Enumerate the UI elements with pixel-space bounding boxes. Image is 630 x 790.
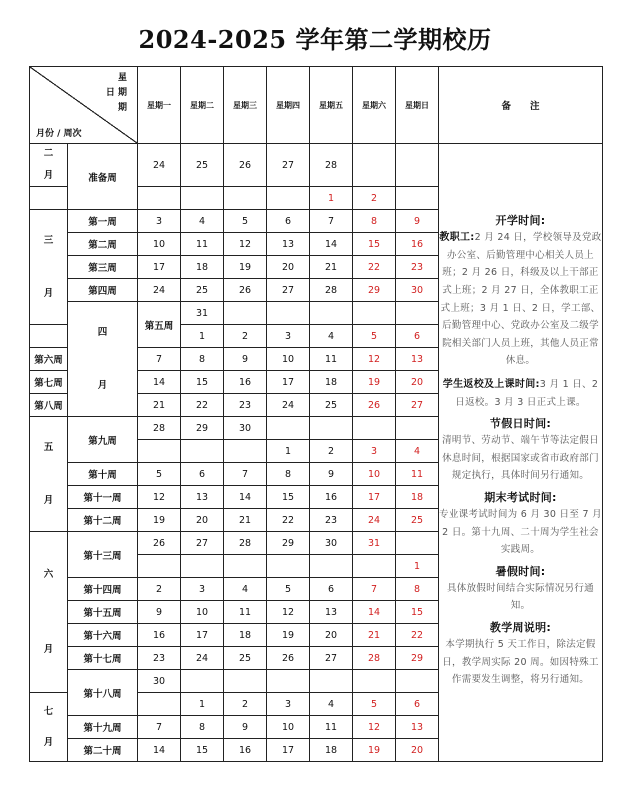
notes-summer-text: 具体放假时间结合实际情况另行通知。 bbox=[446, 582, 594, 612]
month-char: 五 bbox=[43, 441, 54, 453]
date-cell-wed: 9 bbox=[224, 716, 267, 739]
calendar-row bbox=[30, 144, 603, 187]
week-label: 第九周 bbox=[68, 417, 138, 463]
month-char: 七 bbox=[43, 705, 54, 717]
week-label: 第六周 bbox=[30, 348, 68, 371]
date-cell-mon: 14 bbox=[138, 739, 181, 762]
date-cell-mon: 23 bbox=[138, 647, 181, 670]
notes-holiday-title: 节假日时间: bbox=[489, 417, 552, 431]
date-cell-sat: 29 bbox=[353, 279, 396, 302]
date-cell-sun: 16 bbox=[396, 233, 439, 256]
date-cell-fri: 2 bbox=[310, 440, 353, 463]
date-cell-wed: 9 bbox=[224, 348, 267, 371]
date-cell-sat: 19 bbox=[353, 371, 396, 394]
date-cell-fri: 9 bbox=[310, 463, 353, 486]
date-cell-sun bbox=[396, 670, 439, 693]
week-label: 第十周 bbox=[68, 463, 138, 486]
notes-cell bbox=[439, 144, 603, 762]
date-cell-thu bbox=[267, 670, 310, 693]
date-cell-sun: 13 bbox=[396, 348, 439, 371]
notes-summer-title: 暑假时间: bbox=[495, 564, 546, 578]
date-cell-wed bbox=[224, 555, 267, 578]
month-cell-may bbox=[30, 417, 68, 532]
date-cell-tue bbox=[181, 670, 224, 693]
date-cell-sat bbox=[353, 417, 396, 440]
header-day-thu: 星期四 bbox=[267, 67, 310, 144]
week-label: 第十一周 bbox=[68, 486, 138, 509]
date-cell-sun: 25 bbox=[396, 509, 439, 532]
week-label: 第十五周 bbox=[68, 601, 138, 624]
date-cell-mon: 5 bbox=[138, 463, 181, 486]
date-cell-wed: 4 bbox=[224, 578, 267, 601]
month-cell-feb bbox=[30, 144, 68, 187]
header-day-sat: 星期六 bbox=[353, 67, 396, 144]
date-cell-tue: 18 bbox=[181, 256, 224, 279]
date-cell-mon: 2 bbox=[138, 578, 181, 601]
date-cell-wed bbox=[181, 187, 224, 210]
date-cell-wed bbox=[224, 670, 267, 693]
date-cell-sun bbox=[396, 144, 439, 187]
date-cell-fri: 23 bbox=[310, 509, 353, 532]
date-cell-tue: 8 bbox=[181, 348, 224, 371]
date-cell-sat bbox=[353, 555, 396, 578]
date-cell-fri: 16 bbox=[310, 486, 353, 509]
date-cell-tue: 15 bbox=[181, 371, 224, 394]
date-cell-fri: 7 bbox=[310, 210, 353, 233]
date-cell-tue bbox=[138, 187, 181, 210]
date-cell-fri: 4 bbox=[310, 325, 353, 348]
date-cell-thu: 20 bbox=[267, 256, 310, 279]
header-day-sun: 星期日 bbox=[396, 67, 439, 144]
date-cell-sat: 15 bbox=[353, 233, 396, 256]
date-cell-sat: 3 bbox=[353, 440, 396, 463]
date-cell-wed: 28 bbox=[224, 532, 267, 555]
date-cell-sun: 20 bbox=[396, 371, 439, 394]
notes-students-label: 学生返校及上课时间: bbox=[442, 379, 540, 391]
date-cell-mon: 7 bbox=[138, 716, 181, 739]
date-cell-sun: 20 bbox=[396, 739, 439, 762]
date-cell-fri: 21 bbox=[310, 256, 353, 279]
date-cell-fri: 13 bbox=[310, 601, 353, 624]
date-cell-sun: 6 bbox=[396, 693, 439, 716]
date-cell-sun: 15 bbox=[396, 601, 439, 624]
date-cell-fri: 18 bbox=[310, 371, 353, 394]
week-label: 第一周 bbox=[68, 210, 138, 233]
month-cell-jun bbox=[30, 532, 68, 693]
date-cell-sat: 31 bbox=[353, 532, 396, 555]
date-cell-fri bbox=[267, 187, 310, 210]
date-cell-thu: 1 bbox=[267, 440, 310, 463]
month-cell-jul bbox=[30, 693, 68, 762]
date-cell-thu: 5 bbox=[267, 578, 310, 601]
date-cell-sat: 14 bbox=[353, 601, 396, 624]
date-cell-sun: 11 bbox=[396, 463, 439, 486]
date-cell-thu: 12 bbox=[267, 601, 310, 624]
date-cell-thu: 3 bbox=[267, 325, 310, 348]
date-cell-wed: 30 bbox=[224, 417, 267, 440]
date-cell-fri bbox=[310, 555, 353, 578]
date-cell-thu bbox=[267, 555, 310, 578]
week-day-label: 星 日 期 期 bbox=[105, 73, 127, 113]
date-cell-mon: 10 bbox=[138, 233, 181, 256]
date-cell-sat: 22 bbox=[353, 256, 396, 279]
date-cell-mon bbox=[138, 440, 181, 463]
date-cell-sat: 7 bbox=[353, 578, 396, 601]
notes-exam bbox=[439, 489, 602, 559]
date-cell-wed bbox=[224, 440, 267, 463]
date-cell-tue: 1 bbox=[181, 693, 224, 716]
date-cell-mon bbox=[138, 555, 181, 578]
date-cell-sun: 6 bbox=[396, 325, 439, 348]
date-cell-fri: 4 bbox=[310, 693, 353, 716]
date-cell-sat bbox=[353, 670, 396, 693]
date-cell-mon: 9 bbox=[138, 601, 181, 624]
date-cell-wed bbox=[267, 302, 310, 325]
date-cell-mon bbox=[30, 325, 68, 348]
date-cell-sun: 22 bbox=[396, 624, 439, 647]
date-cell-mon: 19 bbox=[138, 509, 181, 532]
date-cell-fri: 20 bbox=[310, 624, 353, 647]
date-cell-fri: 11 bbox=[310, 716, 353, 739]
date-cell-mon bbox=[30, 187, 68, 210]
date-cell-fri bbox=[310, 417, 353, 440]
date-cell-tue: 8 bbox=[181, 716, 224, 739]
month-char: 月 bbox=[43, 643, 54, 655]
notes-start bbox=[439, 212, 602, 370]
date-cell-thu: 10 bbox=[267, 716, 310, 739]
date-cell-tue: 6 bbox=[181, 463, 224, 486]
date-cell-thu: 29 bbox=[267, 532, 310, 555]
date-cell-fri bbox=[310, 670, 353, 693]
date-cell-sat: 5 bbox=[353, 693, 396, 716]
date-cell-mon: 30 bbox=[138, 670, 181, 693]
date-cell-sun: 1 bbox=[396, 555, 439, 578]
date-cell-sat bbox=[353, 144, 396, 187]
date-cell-wed: 2 bbox=[224, 325, 267, 348]
date-cell-sun: 23 bbox=[396, 256, 439, 279]
week-label: 第十七周 bbox=[68, 647, 138, 670]
date-cell-tue: 17 bbox=[181, 624, 224, 647]
week-label: 第五周 bbox=[138, 302, 181, 348]
date-cell-tue bbox=[181, 555, 224, 578]
notes-students bbox=[439, 376, 602, 411]
date-cell-sun: 29 bbox=[396, 647, 439, 670]
date-cell-fri: 28 bbox=[310, 279, 353, 302]
date-cell-sat: 17 bbox=[353, 486, 396, 509]
date-cell-sat: 26 bbox=[353, 394, 396, 417]
date-cell-thu: 6 bbox=[267, 210, 310, 233]
date-cell-mon: 21 bbox=[138, 394, 181, 417]
notes-summer bbox=[439, 563, 602, 615]
notes-exam-text: 专业课考试时间为 6 月 30 日至 7 月 2 日。第十九周、二十周为学生社会实践周。 bbox=[439, 508, 602, 556]
week-label: 第七周 bbox=[30, 371, 68, 394]
month-char: 三 bbox=[43, 234, 54, 246]
date-cell-thu: 19 bbox=[267, 624, 310, 647]
date-cell-mon: 17 bbox=[138, 256, 181, 279]
notes-staff-label: 教职工: bbox=[439, 232, 475, 244]
date-cell-sun: 9 bbox=[396, 210, 439, 233]
date-cell-tue: 20 bbox=[181, 509, 224, 532]
date-cell-sun bbox=[396, 532, 439, 555]
notes-start-title: 开学时间: bbox=[495, 214, 546, 228]
date-cell-thu bbox=[310, 302, 353, 325]
date-cell-thu: 8 bbox=[267, 463, 310, 486]
date-cell-mon: 7 bbox=[138, 348, 181, 371]
notes-teaching bbox=[439, 619, 602, 689]
date-cell-thu: 22 bbox=[267, 509, 310, 532]
date-cell-mon: 24 bbox=[138, 144, 181, 187]
date-cell-mon: 14 bbox=[138, 371, 181, 394]
week-label: 准备周 bbox=[68, 144, 138, 210]
date-cell-mon: 16 bbox=[138, 624, 181, 647]
date-cell-fri: 14 bbox=[310, 233, 353, 256]
date-cell-tue: 4 bbox=[181, 210, 224, 233]
date-cell-sat: 21 bbox=[353, 624, 396, 647]
date-cell-sat: 5 bbox=[353, 325, 396, 348]
header-day-fri: 星期五 bbox=[310, 67, 353, 144]
date-cell-sun: 13 bbox=[396, 716, 439, 739]
date-cell-sun bbox=[396, 417, 439, 440]
date-cell-tue: 15 bbox=[181, 739, 224, 762]
month-char: 六 bbox=[43, 568, 54, 580]
date-cell-thu: 3 bbox=[267, 693, 310, 716]
header-notes: 备 注 bbox=[439, 67, 603, 144]
date-cell-thu bbox=[224, 187, 267, 210]
date-cell-tue: 13 bbox=[181, 486, 224, 509]
date-cell-fri: 25 bbox=[310, 394, 353, 417]
notes-teaching-title: 教学周说明: bbox=[489, 620, 552, 634]
month-char: 月 bbox=[43, 287, 54, 299]
date-cell-thu: 17 bbox=[267, 739, 310, 762]
date-cell-thu: 26 bbox=[267, 647, 310, 670]
notes-holiday bbox=[439, 415, 602, 485]
date-cell-thu: 27 bbox=[267, 144, 310, 187]
date-cell-sat bbox=[396, 302, 439, 325]
week-label: 第十九周 bbox=[68, 716, 138, 739]
date-cell-wed: 12 bbox=[224, 233, 267, 256]
date-cell-tue: 1 bbox=[181, 325, 224, 348]
date-cell-wed: 25 bbox=[224, 647, 267, 670]
week-label: 第二周 bbox=[68, 233, 138, 256]
date-cell-sat: 10 bbox=[353, 463, 396, 486]
date-cell-sat: 28 bbox=[353, 647, 396, 670]
week-label: 第四周 bbox=[68, 279, 138, 302]
date-cell-fri: 11 bbox=[310, 348, 353, 371]
month-cell-mar bbox=[30, 210, 68, 325]
date-cell-wed: 11 bbox=[224, 601, 267, 624]
notes-students-text: 3 月 1 日、2 日返校。3 月 3 日正式上课。 bbox=[455, 379, 599, 408]
date-cell-wed: 5 bbox=[224, 210, 267, 233]
date-cell-sun: 4 bbox=[396, 440, 439, 463]
month-char: 四 bbox=[97, 326, 108, 338]
date-cell-fri bbox=[353, 302, 396, 325]
date-cell-fri: 18 bbox=[310, 739, 353, 762]
date-cell-fri: 28 bbox=[310, 144, 353, 187]
date-cell-tue: 25 bbox=[181, 144, 224, 187]
date-cell-wed: 16 bbox=[224, 371, 267, 394]
date-cell-tue bbox=[181, 440, 224, 463]
date-cell-mon: 3 bbox=[138, 210, 181, 233]
date-cell-fri: 6 bbox=[310, 578, 353, 601]
header-day-mon: 星期一 bbox=[138, 67, 181, 144]
page-title: 2024-2025 学年第二学期校历 bbox=[138, 25, 492, 54]
date-cell-thu: 17 bbox=[267, 371, 310, 394]
date-cell-thu: 15 bbox=[267, 486, 310, 509]
date-cell-wed: 23 bbox=[224, 394, 267, 417]
date-cell-sun: 27 bbox=[396, 394, 439, 417]
calendar-table bbox=[29, 66, 603, 762]
date-cell-mon bbox=[138, 693, 181, 716]
date-cell-thu bbox=[267, 417, 310, 440]
date-cell-sat: 1 bbox=[310, 187, 353, 210]
date-cell-mon: 12 bbox=[138, 486, 181, 509]
month-week-label: 月份 / 周次 bbox=[36, 129, 82, 139]
date-cell-wed: 16 bbox=[224, 739, 267, 762]
week-label: 第二十周 bbox=[68, 739, 138, 762]
date-cell-wed: 26 bbox=[224, 279, 267, 302]
date-cell-mon: 28 bbox=[138, 417, 181, 440]
notes-teaching-text: 本学期执行 5 天工作日，除法定假日，教学周实际 20 周。如因特殊工作需要发生调整，将另行通知。 bbox=[442, 638, 599, 686]
date-cell-wed: 2 bbox=[224, 693, 267, 716]
date-cell-thu: 24 bbox=[267, 394, 310, 417]
month-char: 二 bbox=[43, 148, 54, 159]
week-label: 第十四周 bbox=[68, 578, 138, 601]
date-cell-tue bbox=[224, 302, 267, 325]
date-cell-tue: 10 bbox=[181, 601, 224, 624]
month-char: 月 bbox=[43, 736, 54, 748]
date-cell-wed: 26 bbox=[224, 144, 267, 187]
date-cell-tue: 11 bbox=[181, 233, 224, 256]
week-label: 第十三周 bbox=[68, 532, 138, 578]
date-cell-tue: 29 bbox=[181, 417, 224, 440]
date-cell-fri: 27 bbox=[310, 647, 353, 670]
date-cell-sat: 12 bbox=[353, 348, 396, 371]
month-cell-apr bbox=[68, 302, 138, 417]
date-cell-wed: 7 bbox=[224, 463, 267, 486]
week-label: 第十二周 bbox=[68, 509, 138, 532]
date-cell-mon: 24 bbox=[138, 279, 181, 302]
date-cell-thu: 10 bbox=[267, 348, 310, 371]
header-day-wed: 星期三 bbox=[224, 67, 267, 144]
month-char: 月 bbox=[43, 494, 54, 506]
date-cell-sat: 12 bbox=[353, 716, 396, 739]
notes-holiday-text: 清明节、劳动节、端午节等法定假日休息时间，根据国家或省市政府部门规定执行，具体时间另行通知。 bbox=[442, 435, 599, 482]
header-corner bbox=[30, 67, 138, 144]
date-cell-sun: 18 bbox=[396, 486, 439, 509]
header-day-tue: 星期二 bbox=[181, 67, 224, 144]
week-label: 第八周 bbox=[30, 394, 68, 417]
date-cell-tue: 24 bbox=[181, 647, 224, 670]
date-cell-sun: 2 bbox=[353, 187, 396, 210]
notes-exam-title: 期末考试时间: bbox=[484, 490, 557, 504]
date-cell-tue: 25 bbox=[181, 279, 224, 302]
date-cell-fri: 30 bbox=[310, 532, 353, 555]
week-label: 第十六周 bbox=[68, 624, 138, 647]
date-cell-thu: 27 bbox=[267, 279, 310, 302]
month-char: 月 bbox=[97, 379, 108, 391]
date-cell-mon: 31 bbox=[181, 302, 224, 325]
date-cell-wed: 18 bbox=[224, 624, 267, 647]
week-label: 第三周 bbox=[68, 256, 138, 279]
date-cell-tue: 3 bbox=[181, 578, 224, 601]
date-cell-sat: 24 bbox=[353, 509, 396, 532]
date-cell-mon: 26 bbox=[138, 532, 181, 555]
notes-staff-text: 2 月 24 日，学校领导及党政办公室、后勤管理中心相关人员上班；2 月 26 日，科级及以上干部正式上班；2 月 27 日，全体教职工正式上班；3 月 1 日、2 日，学工部、后勤管理中心、党政办公室及二级学院相关部门人员上班，其他人员正常休息。 bbox=[440, 232, 602, 367]
date-cell-wed: 14 bbox=[224, 486, 267, 509]
date-cell-thu: 13 bbox=[267, 233, 310, 256]
date-cell-sat: 19 bbox=[353, 739, 396, 762]
month-char: 月 bbox=[43, 170, 54, 181]
date-cell-sat: 8 bbox=[353, 210, 396, 233]
date-cell-wed: 21 bbox=[224, 509, 267, 532]
date-cell-wed: 19 bbox=[224, 256, 267, 279]
week-label: 第十八周 bbox=[68, 670, 138, 716]
date-cell-tue: 22 bbox=[181, 394, 224, 417]
date-cell-sun: 8 bbox=[396, 578, 439, 601]
date-cell-sun: 30 bbox=[396, 279, 439, 302]
date-cell-tue: 27 bbox=[181, 532, 224, 555]
